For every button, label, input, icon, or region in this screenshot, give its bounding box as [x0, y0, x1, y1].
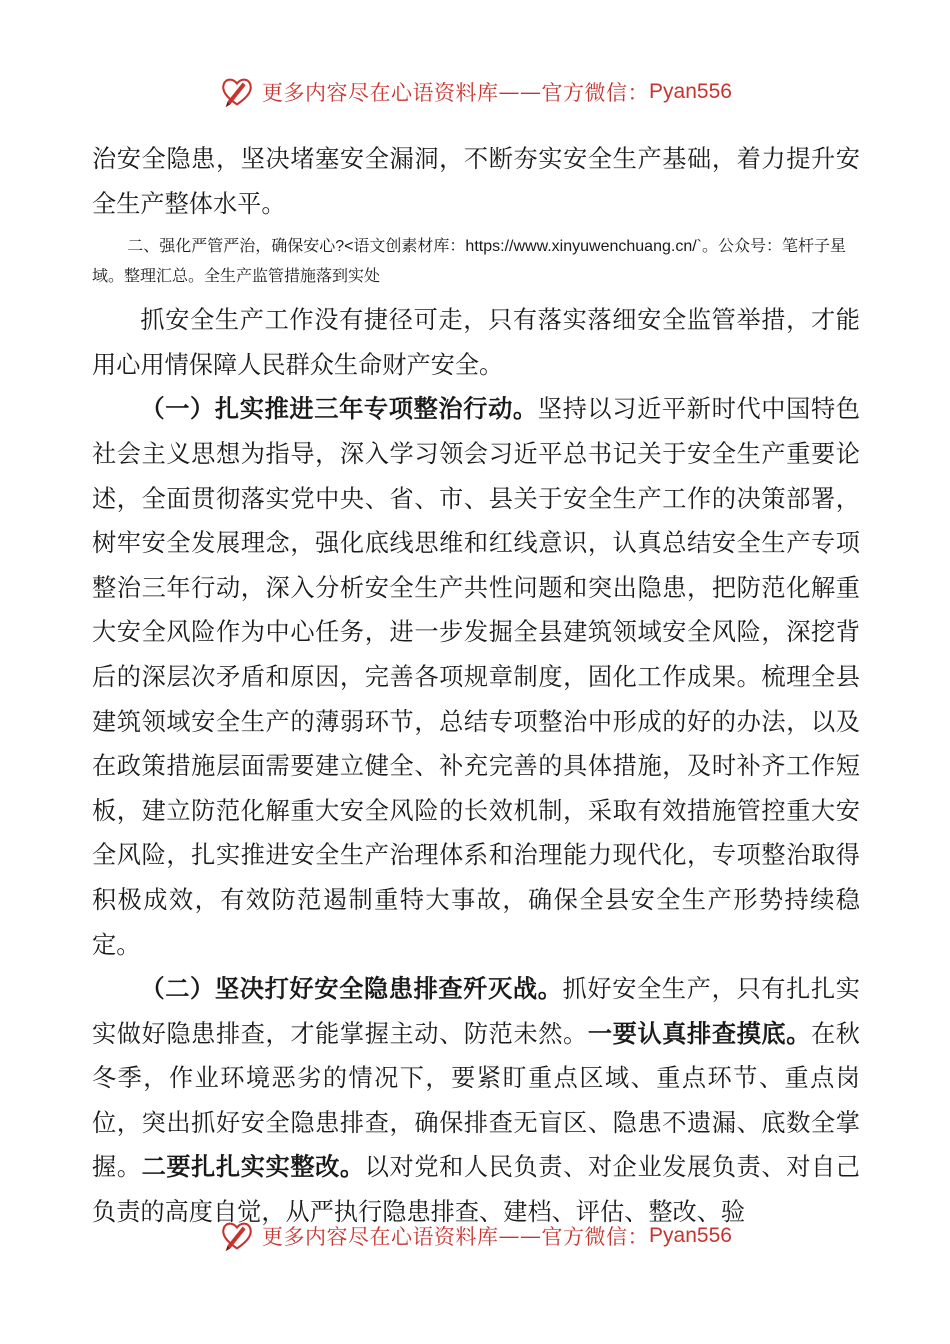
header-brand: 更多内容尽在心语资料库 — [262, 81, 499, 105]
paragraph-4-text-3: 以对党和人民负责、对企业发展负责、对自己负责的高度自觉，从严执行隐患排查、建档、评估、整改、验 — [92, 1153, 860, 1227]
paragraph-3 — [92, 387, 860, 967]
paragraph-4-point-2: 二要扎扎实实整改。 — [141, 1152, 365, 1182]
paragraph-4-text-2: 在秋冬季，作业环境恶劣的情况下，要紧盯重点区域、重点环节、重点岗位，突出抓好安全隐患排查，确保排查无盲区、隐患不遗漏、底数全掌握。 — [92, 1019, 860, 1182]
header-banner — [0, 72, 950, 112]
footer-dash: —— — [498, 1224, 542, 1248]
section-heading: 二、强化严管严治，确保安心?<语文创素材库：https://www.xinyuwenchuang.cn/`。公众号：笔杆子星域。整理汇总。全生产监管措施落到实处 — [92, 238, 846, 286]
header-wechat-label: 官方微信： — [541, 81, 650, 105]
paragraph-2: 抓安全生产工作没有捷径可走，只有落实落细安全监管举措，才能用心用情保障人民群众生命财产安全。 — [92, 306, 860, 379]
document-body — [92, 137, 860, 1235]
footer-brand: 更多内容尽在心语资料库 — [262, 1225, 499, 1249]
footer-wechat-label: 官方微信： — [541, 1225, 650, 1249]
footer-wechat-id: Pyan556 — [649, 1224, 732, 1247]
header-dash: —— — [498, 80, 542, 104]
pen-heart-logo-icon — [218, 73, 256, 111]
paragraph-4-point-1: 一要认真排查摸底。 — [587, 1018, 811, 1048]
paragraph-1: 治安全隐患，坚决堵塞安全漏洞，不断夯实安全生产基础，着力提升安全生产整体水平。 — [92, 145, 860, 218]
paragraph-4-heading: （二）坚决打好安全隐患排查歼灭战。 — [140, 974, 563, 1004]
footer-banner — [0, 1216, 950, 1256]
paragraph-4 — [92, 967, 860, 1235]
pen-heart-logo-icon — [218, 1217, 256, 1255]
paragraph-3-heading: （一）扎实推进三年专项整治行动。 — [140, 394, 538, 424]
paragraph-4-text-1: 抓好安全生产，只有扎扎实实做好隐患排查，才能掌握主动、防范未然。 — [92, 975, 860, 1048]
paragraph-3-text: 坚持以习近平新时代中国特色社会主义思想为指导，深入学习领会习近平总书记关于安全生产重要论述，全面贯彻落实党中央、省、市、县关于安全生产工作的决策部署，树牢安全发展理念，强化底线思维和红线意识，认真总结安全生产专项整治三年行动，深入分析安全生产共性问题和突出隐患，把防范化解重大安全风险作为中心任务，进一步发掘全县建筑领域安全风险，深挖背后的深层次矛盾和原因，完善各项规章制度，固化工作成果。梳理全县建筑领域安全生产的薄弱环节，总结专项整治中形成的好的办法，以及在政策措施层面需要建立健全、补充完善的具体措施，及时补齐工作短板，建立防范化解重大安全风险的长效机制，采取有效措施管控重大安全风险，扎实推进安全生产治理体系和治理能力现代化，专项整治取得积极成效，有效防范遏制重特大事故，确保全县安全生产形势持续稳定。 — [92, 395, 860, 959]
header-wechat-id: Pyan556 — [649, 80, 732, 103]
